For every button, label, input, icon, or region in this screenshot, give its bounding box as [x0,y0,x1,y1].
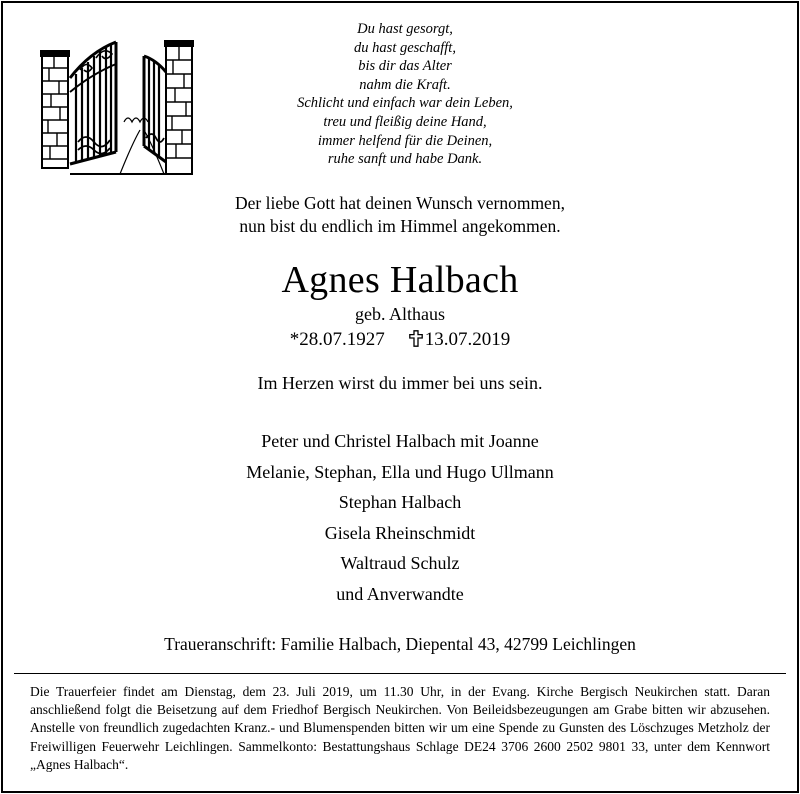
poem-line: du hast geschafft, [354,39,456,56]
mourners-list [0,426,800,610]
poem-line: Du hast gesorgt, [357,21,453,37]
memorial-motto: Im Herzen wirst du immer bei uns sein. [257,373,543,393]
birth-name: geb. Althaus [355,304,445,324]
funeral-information: Die Trauerfeier findet am Dienstag, dem 23. Juli 2019, um 11.30 Uhr, in der Evang. Kirche Bergisch Neukirchen statt. Daran anschließend folgt die Beisetzung auf dem Friedhof Bergisch Neukirchen. Von Beileidsbezeugungen am Grabe bitten wir abzusehen. Anstelle von freundlich zugedachten Kranz.- und Blumenspenden bitten wir um eine Spende zu Gunsten des Löschzuges Metzholz der Freiwilligen Feuerwehr Leichlingen. Sammelkonto: Bestattungshaus Schlage DE24 3706 2600 2502 9801 33, unter dem Kennwort „Agnes Halbach“. [30,684,770,772]
cross-icon [409,330,423,347]
mourner-line: Gisela Rheinschmidt [324,522,476,543]
mourning-address: Traueranschrift: Familie Halbach, Diepental 43, 42799 Leichlingen [164,634,636,654]
poem-line: ruhe sanft und habe Dank. [327,151,483,168]
death-date: 13.07.2019 [424,329,511,350]
mourner-line: Waltraud Schulz [340,553,460,574]
poem-line: Schlicht und einfach war dein Leben, [297,95,513,112]
deceased-name: Agnes Halbach [281,259,519,301]
condolence-saying [150,192,650,238]
memorial-poem [250,20,560,169]
mourner-line: Peter und Christel Halbach mit Joanne [261,431,539,451]
mourner-line: und Anverwandte [336,583,464,604]
life-dates [0,328,800,352]
saying-line-1: Der liebe Gott hat deinen Wunsch vernommen, [235,193,565,213]
poem-line: bis dir das Alter [358,58,452,75]
saying-line-2: nun bist du endlich im Himmel angekommen. [239,216,561,236]
open-garden-gate-icon [40,34,195,182]
divider-line [14,673,786,674]
poem-line: treu und fleißig deine Hand, [323,113,487,130]
birth-date: *28.07.1927 [289,329,385,350]
mourner-line: Stephan Halbach [338,492,462,513]
mourner-line: Melanie, Stephan, Ella und Hugo Ullmann [246,461,554,482]
poem-line: immer helfend für die Deinen, [317,132,493,149]
poem-line: nahm die Kraft. [359,76,451,93]
